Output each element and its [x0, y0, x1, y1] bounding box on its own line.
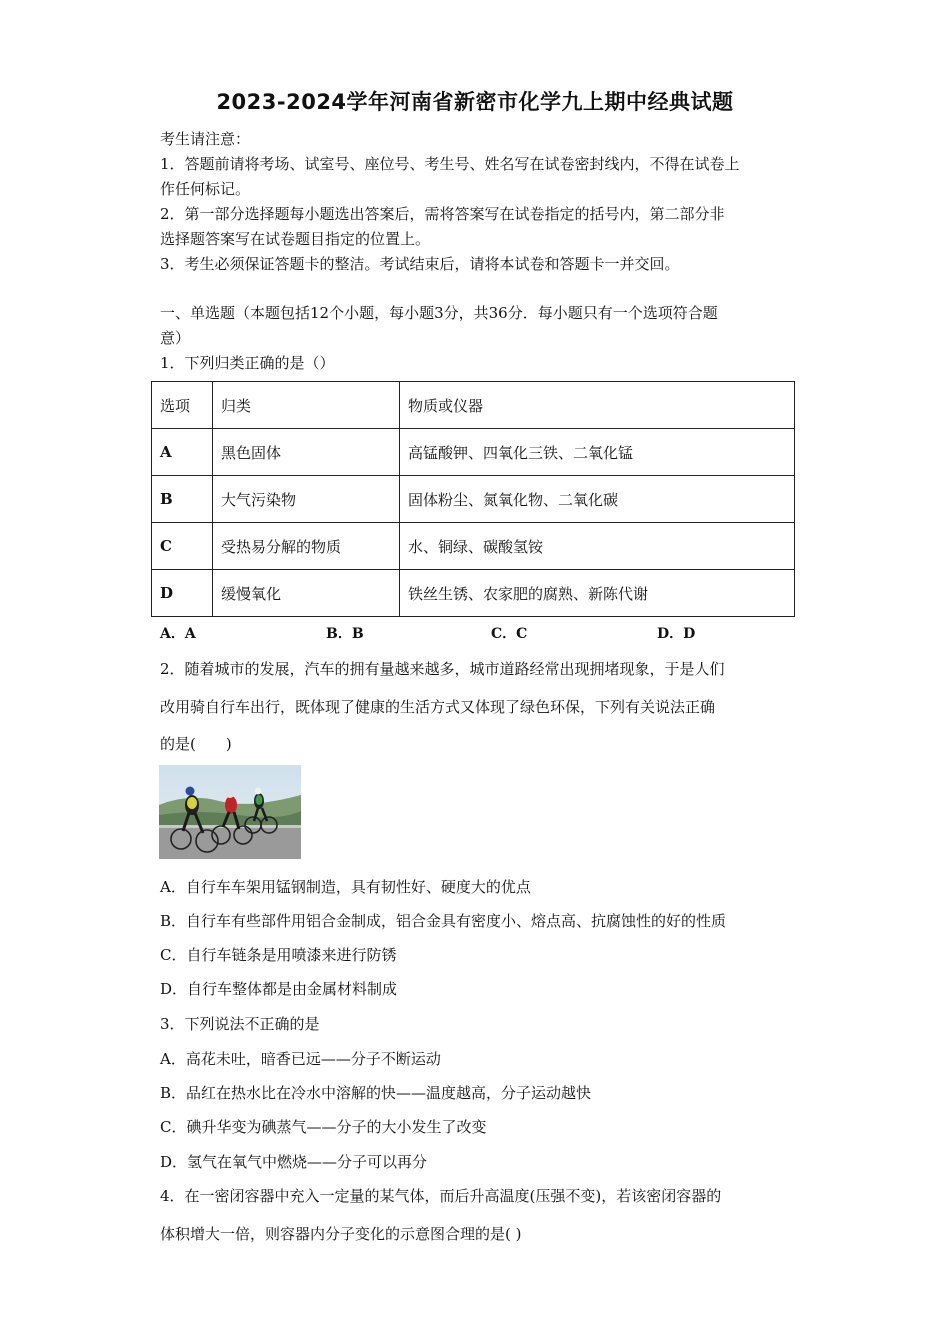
q2-option-b: B．自行车有些部件用铝合金制成，铝合金具有密度小、熔点高、抗腐蚀性的好的性质	[160, 912, 727, 930]
notice-item-1-line-1: 1．答题前请将考场、试室号、座位号、考生号、姓名写在试卷密封线内，不得在试卷上	[160, 155, 740, 173]
exam-title: 2023-2024学年河南省新密市化学九上期中经典试题	[216, 90, 734, 114]
q1-option-c: C．C	[491, 626, 528, 642]
q1-stem: 1．下列归类正确的是（）	[160, 354, 335, 372]
table-cell: C	[152, 523, 213, 570]
table-header-cell: 归类	[213, 382, 400, 429]
table-header-row	[152, 382, 795, 429]
q3-option-c: C．碘升华变为碘蒸气——分子的大小发生了改变	[160, 1118, 487, 1136]
table-header-cell: 物质或仪器	[400, 382, 795, 429]
table-cell: 水、铜绿、碳酸氢铵	[400, 523, 795, 570]
table-cell: B	[152, 476, 213, 523]
table-cell: D	[152, 570, 213, 617]
notice-item-2-line-1: 2．第一部分选择题每小题选出答案后，需将答案写在试卷指定的括号内，第二部分非	[160, 205, 725, 223]
table-row	[152, 523, 795, 570]
table-cell: 缓慢氧化	[213, 570, 400, 617]
table-row	[152, 570, 795, 617]
q3-option-a: A．高花未吐，暗香已远——分子不断运动	[160, 1050, 441, 1068]
section-1-line-2: 意）	[160, 329, 191, 347]
table-cell: 大气污染物	[213, 476, 400, 523]
q2-option-a: A．自行车车架用锰钢制造，具有韧性好、硬度大的优点	[160, 878, 531, 896]
notice-item-1-line-2: 作任何标记。	[160, 180, 251, 198]
table-row	[152, 429, 795, 476]
cyclists-photo	[159, 765, 301, 859]
section-1-line-1: 一、单选题（本题包括12个小题，每小题3分，共36分．每小题只有一个选项符合题	[160, 304, 718, 322]
q3-option-d: D．氢气在氧气中燃烧——分子可以再分	[160, 1153, 428, 1171]
q1-table	[151, 381, 795, 617]
table-cell: 高锰酸钾、四氧化三铁、二氧化锰	[400, 429, 795, 476]
q2-option-d: D．自行车整体都是由金属材料制成	[160, 980, 398, 998]
q4-stem-line-2: 体积增大一倍，则容器内分子变化的示意图合理的是( )	[160, 1225, 522, 1243]
q1-option-a: A．A	[160, 626, 196, 642]
q2-stem-line-1: 2．随着城市的发展，汽车的拥有量越来越多，城市道路经常出现拥堵现象，于是人们	[160, 660, 725, 678]
q1-option-b: B．B	[326, 626, 364, 642]
table-cell: 固体粉尘、氮氧化物、二氧化碳	[400, 476, 795, 523]
notice-item-3: 3．考生必须保证答题卡的整洁。考试结束后，请将本试卷和答题卡一并交回。	[160, 255, 680, 273]
table-cell: 铁丝生锈、农家肥的腐熟、新陈代谢	[400, 570, 795, 617]
q3-option-b: B．品红在热水比在冷水中溶解的快——温度越高，分子运动越快	[160, 1084, 592, 1102]
q1-option-d: D．D	[657, 626, 696, 642]
table-cell: A	[152, 429, 213, 476]
q4-stem-line-1: 4．在一密闭容器中充入一定量的某气体，而后升高温度(压强不变)，若该密闭容器的	[160, 1187, 722, 1205]
q3-stem: 3．下列说法不正确的是	[160, 1015, 320, 1033]
table-cell: 受热易分解的物质	[213, 523, 400, 570]
table-header-cell: 选项	[152, 382, 213, 429]
notice-item-2-line-2: 选择题答案写在试卷题目指定的位置上。	[160, 230, 431, 248]
table-row	[152, 476, 795, 523]
q2-stem-line-2: 改用骑自行车出行，既体现了健康的生活方式又体现了绿色环保，下列有关说法正确	[160, 698, 716, 716]
table-cell: 黑色固体	[213, 429, 400, 476]
q2-option-c: C．自行车链条是用喷漆来进行防锈	[160, 946, 397, 964]
notice-heading: 考生请注意：	[160, 130, 251, 148]
q2-stem-line-3: 的是( )	[160, 735, 232, 753]
